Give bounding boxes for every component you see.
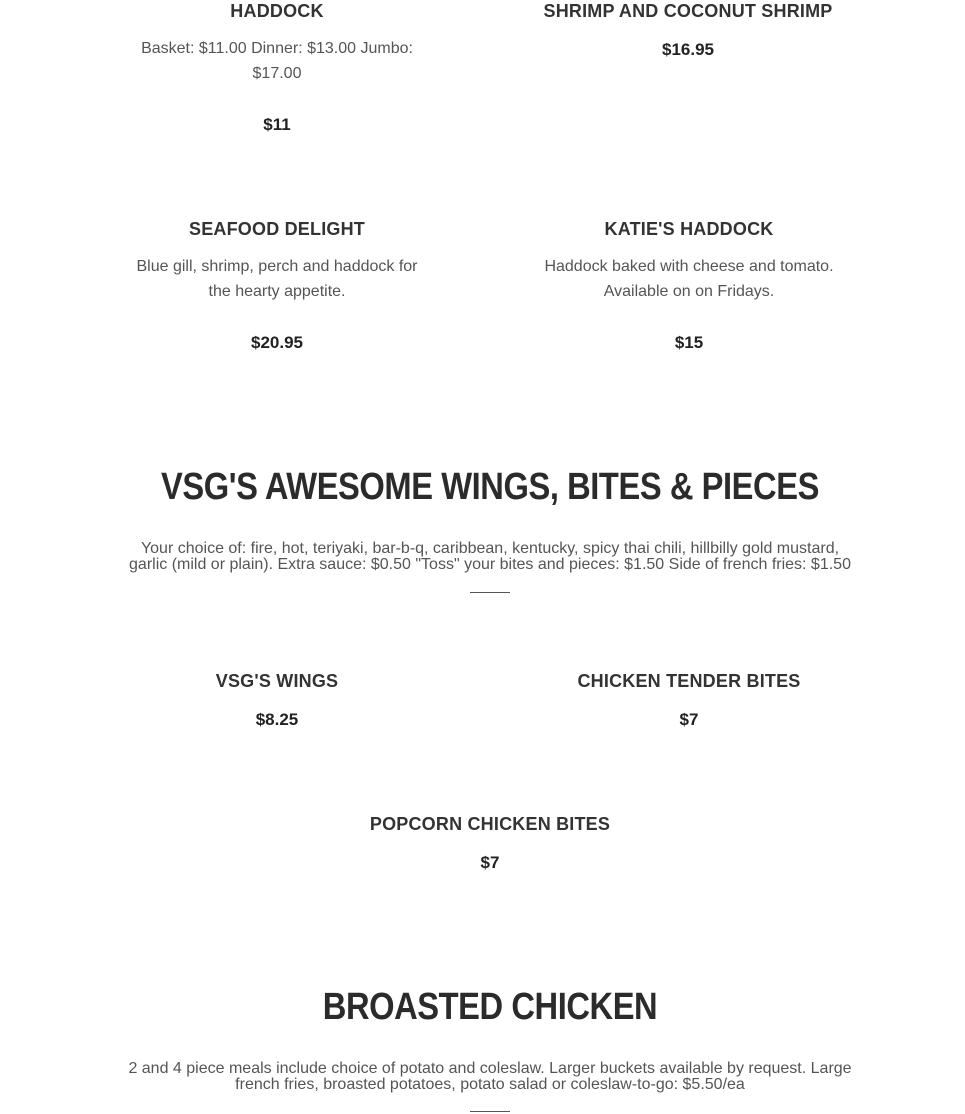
section-title-broasted-chicken: BROASTED CHICKEN bbox=[322, 986, 658, 1028]
menu-item-description: Haddock baked with cheese and tomato. Available on on Fridays. bbox=[544, 258, 834, 300]
menu-item-name: SHRIMP AND COCONUT SHRIMP bbox=[543, 1, 833, 21]
section-description-broasted-chicken: 2 and 4 piece meals include choice of potato and coleslaw. Larger buckets available by request. Large french fries, broasted potatoes, potato salad or coleslaw-to-go: $5.50/ea bbox=[128, 1060, 852, 1093]
menu-item-name: VSG'S WINGS bbox=[215, 671, 339, 691]
menu-item-seafood-delight bbox=[132, 218, 422, 358]
menu-item-name: KATIE'S HADDOCK bbox=[604, 219, 774, 239]
menu-item-name: SEAFOOD DELIGHT bbox=[188, 219, 365, 239]
menu-item-description: Basket: $11.00 Dinner: $13.00 Jumbo: $17.00 bbox=[141, 40, 413, 82]
menu-item-price: $8.25 bbox=[255, 710, 299, 729]
menu-item-chicken-tender-bites bbox=[548, 670, 830, 740]
menu-item-name: HADDOCK bbox=[230, 1, 324, 21]
menu-item-description: Blue gill, shrimp, perch and haddock for the hearty appetite. bbox=[136, 258, 418, 300]
menu-item-katies-haddock bbox=[538, 218, 840, 358]
section-description-wings: Your choice of: fire, hot, teriyaki, bar-b-q, caribbean, kentucky, spicy thai chili, hillbilly gold mustard, garlic (mild or plain). Extra sauce: $0.50 "Toss" your bites and pieces: $1.50 Side of french fries: $1.50 bbox=[129, 540, 851, 573]
section-divider bbox=[470, 592, 510, 593]
menu-item-price: $20.95 bbox=[251, 333, 303, 352]
menu-item-price: $15 bbox=[674, 333, 704, 352]
menu-item-haddock bbox=[132, 0, 422, 140]
menu-item-name: CHICKEN TENDER BITES bbox=[577, 671, 801, 691]
section-divider bbox=[470, 1111, 510, 1112]
menu-item-price: $11 bbox=[263, 115, 291, 134]
section-title-wings: VSG'S AWESOME WINGS, BITES & PIECES bbox=[161, 466, 819, 508]
menu-item-price: $16.95 bbox=[662, 40, 714, 59]
menu-item-name: POPCORN CHICKEN BITES bbox=[369, 814, 611, 834]
menu-item-popcorn-chicken-bites bbox=[340, 813, 640, 883]
menu-item-vsgs-wings bbox=[177, 670, 377, 740]
menu-item-price: $7 bbox=[679, 710, 699, 729]
menu-item-shrimp-and-coconut-shrimp bbox=[518, 0, 858, 70]
menu-item-price: $7 bbox=[480, 853, 500, 872]
